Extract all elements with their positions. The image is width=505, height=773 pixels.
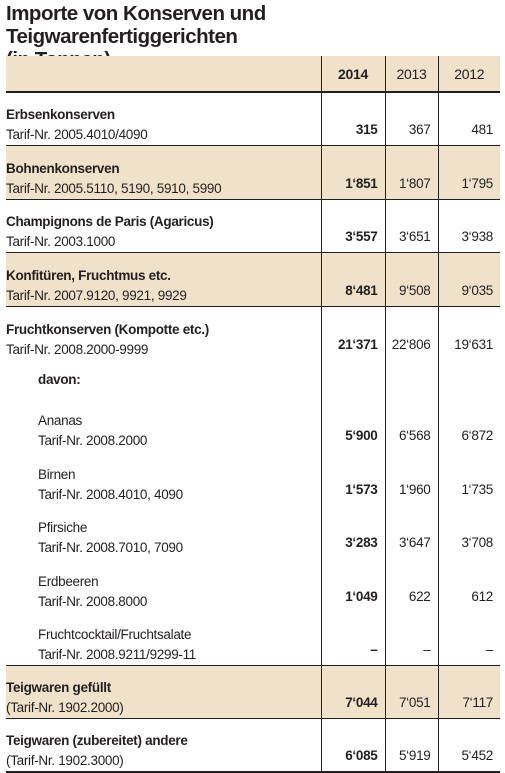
empty-cell bbox=[438, 360, 500, 398]
empty-cell bbox=[321, 360, 385, 398]
value-2013: 3‘651 bbox=[385, 199, 438, 253]
row-label bbox=[6, 505, 321, 559]
sub-row bbox=[6, 558, 500, 612]
value-2012: 5‘452 bbox=[461, 748, 493, 763]
value-2014: 8‘481 bbox=[321, 253, 385, 307]
value-2014: 1‘851 bbox=[321, 146, 385, 200]
product-name: Bohnenkonserven bbox=[6, 160, 120, 176]
header-year-2013: 2013 bbox=[385, 56, 438, 92]
value-2014: 21‘371 bbox=[321, 306, 385, 360]
value-2014: – bbox=[321, 612, 385, 666]
value-2012: 481 bbox=[471, 122, 493, 137]
sub-row bbox=[6, 505, 500, 559]
product-name: Birnen bbox=[38, 466, 76, 482]
product-name: Champignons de Paris (Agaricus) bbox=[6, 214, 214, 229]
row-label bbox=[6, 665, 321, 719]
value-2012: 6‘872 bbox=[461, 428, 493, 443]
import-table bbox=[6, 56, 500, 773]
product-name: Ananas bbox=[38, 413, 82, 428]
header-label-cell bbox=[6, 56, 321, 92]
tarif-number: Tarif-Nr. 2008.8000 bbox=[38, 593, 148, 609]
sub-row bbox=[6, 398, 500, 452]
product-name: Fruchtcocktail/Fruchtsalate bbox=[38, 626, 192, 642]
product-name: Teigwaren gefüllt bbox=[6, 680, 111, 695]
value-2013: 622 bbox=[385, 558, 438, 612]
value-2013: 7‘051 bbox=[385, 665, 438, 719]
empty-cell bbox=[385, 360, 438, 398]
davon-row bbox=[6, 360, 500, 398]
value-2013: 367 bbox=[385, 92, 438, 146]
product-name: Erdbeeren bbox=[38, 573, 99, 589]
value-2014: 3‘283 bbox=[321, 505, 385, 559]
product-name: Teigwaren (zubereitet) andere bbox=[6, 733, 188, 748]
header-year-2014: 2014 bbox=[321, 56, 385, 92]
value-2014: 7‘044 bbox=[321, 665, 385, 719]
header-year-2012: 2012 bbox=[438, 56, 500, 92]
davon-label: davon: bbox=[6, 360, 321, 398]
row-label bbox=[6, 146, 321, 200]
value-2013: 1‘960 bbox=[385, 451, 438, 505]
table-row bbox=[6, 665, 500, 719]
value-2012: 7‘117 bbox=[462, 695, 493, 710]
tarif-number: (Tarif-Nr. 1902.3000) bbox=[6, 753, 124, 768]
value-2014: 5‘900 bbox=[321, 398, 385, 452]
value-2013: 22‘806 bbox=[385, 306, 438, 360]
value-2012: 3‘938 bbox=[461, 229, 493, 244]
tarif-number: (Tarif-Nr. 1902.2000) bbox=[6, 700, 124, 715]
row-label bbox=[6, 719, 321, 773]
row-label bbox=[6, 306, 321, 360]
value-2012: 612 bbox=[471, 588, 493, 604]
tarif-number: Tarif-Nr. 2008.2000 bbox=[38, 433, 148, 448]
table-row bbox=[6, 199, 500, 253]
tarif-number: Tarif-Nr. 2005.4010/4090 bbox=[6, 127, 148, 142]
header-row bbox=[6, 56, 500, 92]
value-2013: – bbox=[385, 612, 438, 666]
value-2014: 3‘557 bbox=[321, 199, 385, 253]
tarif-number: Tarif-Nr. 2008.7010, 7090 bbox=[38, 540, 183, 555]
product-name: Konfitüren, Fruchtmus etc. bbox=[6, 267, 171, 283]
tarif-number: Tarif-Nr. 2007.9120, 9921, 9929 bbox=[6, 287, 187, 303]
tarif-number: Tarif-Nr. 2008.9211/9299-11 bbox=[38, 646, 197, 662]
value-2014: 315 bbox=[321, 92, 385, 146]
table-row bbox=[6, 92, 500, 146]
tarif-number: Tarif-Nr. 2008.4010, 4090 bbox=[38, 486, 183, 502]
value-2013: 9‘508 bbox=[385, 253, 438, 307]
value-2012: 19‘631 bbox=[454, 336, 493, 352]
row-label bbox=[6, 398, 321, 452]
value-2012: 9‘035 bbox=[461, 282, 493, 298]
value-2014: 6‘085 bbox=[321, 719, 385, 773]
table-row bbox=[6, 253, 500, 307]
table-row bbox=[6, 719, 500, 773]
row-label bbox=[6, 92, 321, 146]
table-row bbox=[6, 306, 500, 360]
value-2013: 1‘807 bbox=[385, 146, 438, 200]
value-2014: 1‘573 bbox=[321, 451, 385, 505]
row-label bbox=[6, 558, 321, 612]
value-2013: 5‘919 bbox=[385, 719, 438, 773]
row-label bbox=[6, 199, 321, 253]
row-label bbox=[6, 253, 321, 307]
value-2012: 1‘735 bbox=[461, 481, 493, 497]
tarif-number: Tarif-Nr. 2005.5110, 5190, 5910, 5990 bbox=[6, 180, 222, 196]
value-2012: 3‘708 bbox=[461, 535, 493, 550]
product-name: Erbsenkonserven bbox=[6, 107, 115, 122]
tarif-number: Tarif-Nr. 2003.1000 bbox=[6, 234, 116, 249]
title-line-2: (in Tonnen) bbox=[6, 48, 111, 71]
row-label bbox=[6, 612, 321, 666]
value-2014: 1‘049 bbox=[321, 558, 385, 612]
table-row bbox=[6, 146, 500, 200]
product-name: Pfirsiche bbox=[38, 520, 88, 535]
row-label bbox=[6, 451, 321, 505]
sub-row bbox=[6, 612, 500, 666]
product-name: Fruchtkonserven (Kompotte etc.) bbox=[6, 321, 209, 337]
value-2013: 6‘568 bbox=[385, 398, 438, 452]
title-line-1: Importe von Konserven und Teigwarenfertiggerichten bbox=[6, 2, 266, 48]
value-2012: 1‘795 bbox=[461, 175, 493, 191]
value-2013: 3‘647 bbox=[385, 505, 438, 559]
tarif-number: Tarif-Nr. 2008.2000-9999 bbox=[6, 341, 149, 357]
sub-row bbox=[6, 451, 500, 505]
value-2012: – bbox=[485, 641, 493, 657]
